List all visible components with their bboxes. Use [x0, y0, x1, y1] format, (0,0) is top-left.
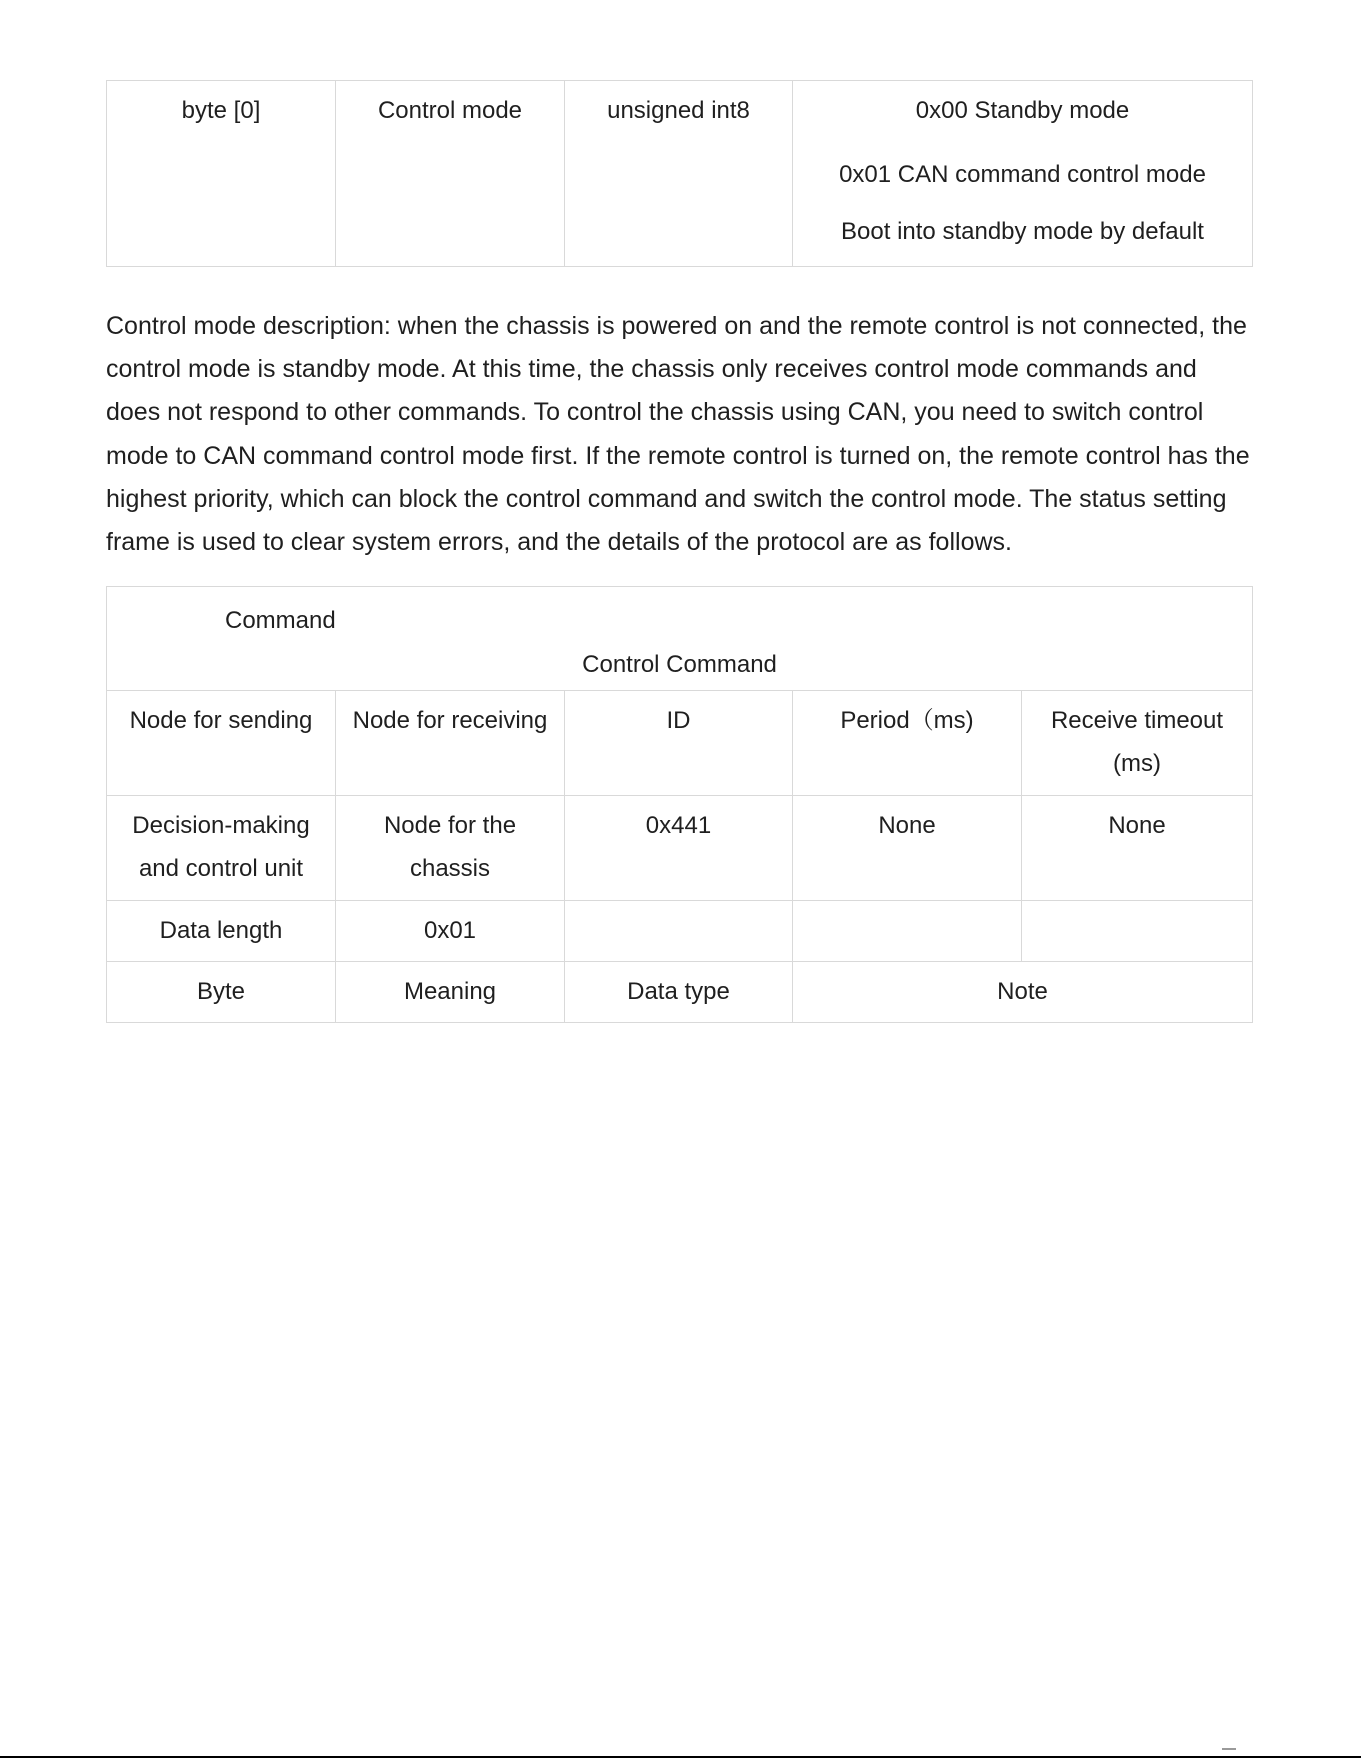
- control-command-table: [106, 586, 1253, 1023]
- table-row: [107, 587, 1253, 691]
- col-header-data-type: Data type: [565, 962, 793, 1023]
- data-length-value: 0x01: [336, 901, 565, 962]
- note-line: Boot into standby mode by default: [841, 218, 1204, 245]
- byte-cell: byte [0]: [107, 81, 336, 267]
- page-content: [106, 80, 1252, 1023]
- table-cell: None: [1022, 796, 1253, 901]
- data-length-label: Data length: [107, 901, 336, 962]
- table-row: [107, 81, 1253, 267]
- header-cell: ID: [565, 691, 793, 796]
- command-label: Command: [225, 607, 336, 635]
- col-header-meaning: Meaning: [336, 962, 565, 1023]
- table-cell: None: [793, 796, 1022, 901]
- command-header-cell: [107, 587, 1253, 691]
- header-cell: Node for receiving: [336, 691, 565, 796]
- table-cell: [565, 901, 793, 962]
- col-header-byte: Byte: [107, 962, 336, 1023]
- corner-mark: [1222, 1748, 1236, 1750]
- table-cell: [793, 901, 1022, 962]
- note-cell: [793, 81, 1253, 267]
- page-bottom-rule: [0, 1756, 1361, 1758]
- table-row: [107, 962, 1253, 1023]
- table-row: [107, 796, 1253, 901]
- header-cell: Period（ms): [793, 691, 1022, 796]
- note-line: 0x00 Standby mode: [915, 97, 1130, 124]
- table-cell: Node for the chassis: [336, 796, 565, 901]
- header-cell: Receive timeout (ms): [1022, 691, 1253, 796]
- header-cell: Node for sending: [107, 691, 336, 796]
- note-line: 0x01 CAN command control mode: [839, 161, 1206, 188]
- table-cell: Decision-making and control unit: [107, 796, 336, 901]
- command-title: Control Command: [582, 651, 777, 679]
- table-cell: [1022, 901, 1253, 962]
- col-header-note: Note: [793, 962, 1253, 1023]
- meaning-cell: Control mode: [336, 81, 565, 267]
- table-cell: 0x441: [565, 796, 793, 901]
- table-row: [107, 691, 1253, 796]
- data-type-cell: unsigned int8: [565, 81, 793, 267]
- table-row: [107, 901, 1253, 962]
- control-mode-description: Control mode description: when the chassis is powered on and the remote control is not connected, the control mode is standby mode. At this time, the chassis only receives control mode commands and does not respond to other commands. To control the chassis using CAN, you need to switch control mode to CAN command control mode first. If the remote control is turned on, the remote control has the highest priority, which can block the control command and switch the control mode. The status setting frame is used to clear system errors, and the details of the protocol are as follows.: [106, 312, 1250, 557]
- control-mode-table: [106, 80, 1253, 267]
